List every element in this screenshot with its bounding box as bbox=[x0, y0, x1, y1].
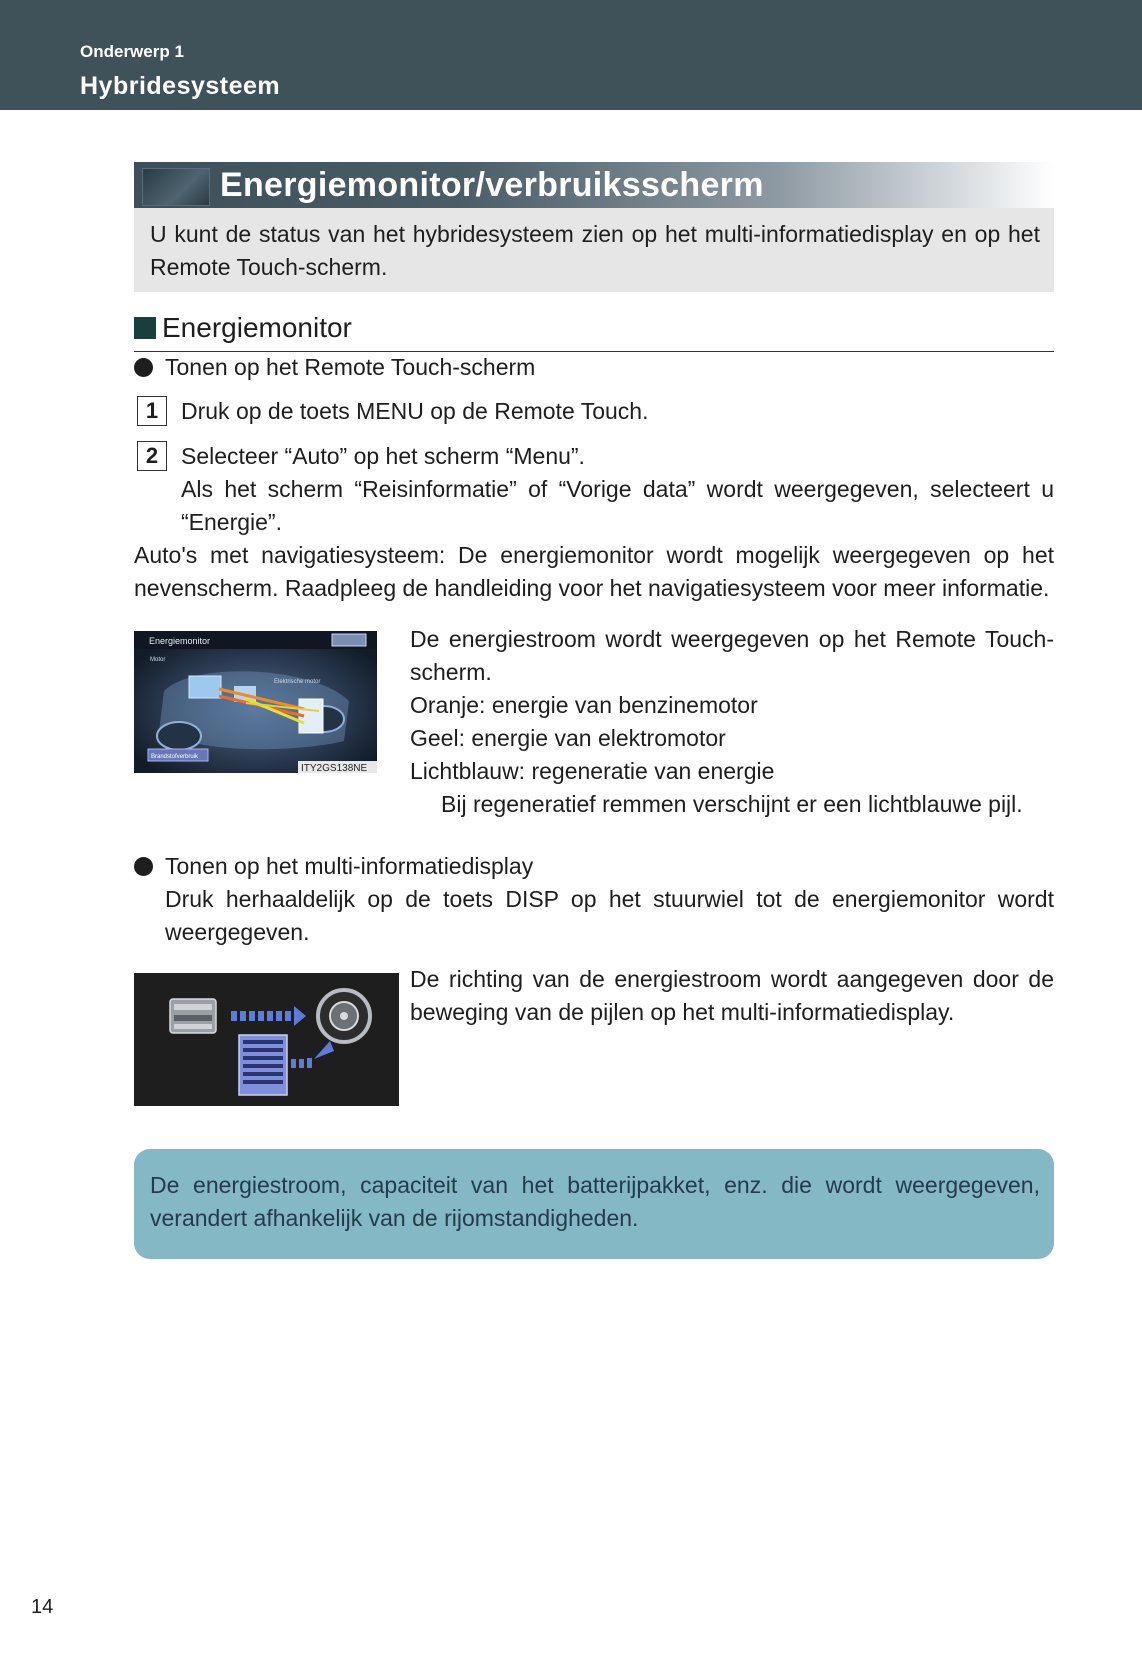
bullet-icon bbox=[134, 857, 153, 876]
desc-line-yellow: Geel: energie van elektromotor bbox=[410, 725, 726, 751]
wheel-icon bbox=[318, 990, 370, 1042]
step-1-number: 1 bbox=[137, 396, 167, 426]
header-title: Hybridesysteem bbox=[80, 72, 281, 100]
desc-indent: Bij regeneratief remmen verschijnt er een lichtblauwe pijl. bbox=[441, 791, 1023, 817]
car-energy-flow-illustration bbox=[134, 631, 377, 773]
intro-box bbox=[134, 208, 1054, 292]
energy-flow-arrows-illustration bbox=[134, 973, 399, 1106]
bullet-icon bbox=[134, 358, 153, 377]
screen-label-left: Motor bbox=[150, 657, 166, 663]
desc-line-lightblue: Lichtblauw: regeneratie van energie bbox=[410, 758, 775, 784]
heading-square-icon bbox=[134, 317, 156, 339]
screen-label-mid: Elektrische motor bbox=[274, 679, 321, 685]
page-header bbox=[0, 0, 1142, 110]
step-1-text: Druk op de toets MENU op de Remote Touch. bbox=[181, 398, 649, 424]
bullet-multi-info-text: Druk herhaaldelijk op de toets DISP op het stuurwiel tot de energiemonitor wordt weergegeven. bbox=[165, 886, 1054, 945]
figure-2-description: De richting van de energiestroom wordt aangegeven door de beweging van de pijlen op het multi-informatiedisplay. bbox=[410, 966, 1054, 1025]
figure-code: ITY2GS138NE bbox=[301, 763, 368, 773]
energy-monitor-screen-image bbox=[134, 631, 377, 773]
section-title: Energiemonitor/verbruiksscherm bbox=[220, 166, 764, 204]
step-2-number: 2 bbox=[137, 441, 167, 471]
screen-title: Energiemonitor bbox=[149, 636, 211, 646]
bullet-multi-info: Tonen op het multi-informatiedisplay bbox=[165, 853, 534, 879]
section-title-bar bbox=[134, 162, 1054, 208]
page-number: 14 bbox=[31, 1596, 54, 1618]
multi-info-display-image bbox=[134, 973, 399, 1106]
engine-icon bbox=[170, 999, 216, 1033]
info-note-text: De energiestroom, capaciteit van het batterijpakket, enz. die wordt weergegeven, verandert afhankelijk van de rijomstandigheden. bbox=[150, 1172, 1040, 1231]
desc-line-orange: Oranje: energie van benzinemotor bbox=[410, 692, 758, 718]
step-2-text: Selecteer “Auto” op het scherm “Menu”. bbox=[181, 443, 585, 469]
bullet-remote-touch: Tonen op het Remote Touch-scherm bbox=[165, 354, 536, 380]
section-thumbnail bbox=[142, 168, 210, 206]
energiemonitor-heading bbox=[134, 313, 1054, 352]
info-note bbox=[134, 1149, 1054, 1259]
step-2-extra: Als het scherm “Reisinformatie” of “Vorige data” wordt weergegeven, selecteert u “Energie”. bbox=[181, 476, 1054, 535]
battery-icon bbox=[239, 1035, 287, 1095]
intro-text: U kunt de status van het hybridesysteem zien op het multi-informatiedisplay en op het Remote Touch-scherm. bbox=[150, 221, 1040, 280]
header-subtitle: Onderwerp 1 bbox=[80, 42, 184, 61]
screen-button-label: Brandstofverbruik bbox=[151, 754, 199, 760]
navigation-note: Auto's met navigatiesysteem: De energiemonitor wordt mogelijk weergegeven op het nevenscherm. Raadpleeg de handleiding voor het navigatiesysteem voor meer informatie. bbox=[134, 542, 1054, 601]
heading-text: Energiemonitor bbox=[162, 312, 352, 343]
desc-line-1: De energiestroom wordt weergegeven op het Remote Touch-scherm. bbox=[410, 626, 1054, 685]
